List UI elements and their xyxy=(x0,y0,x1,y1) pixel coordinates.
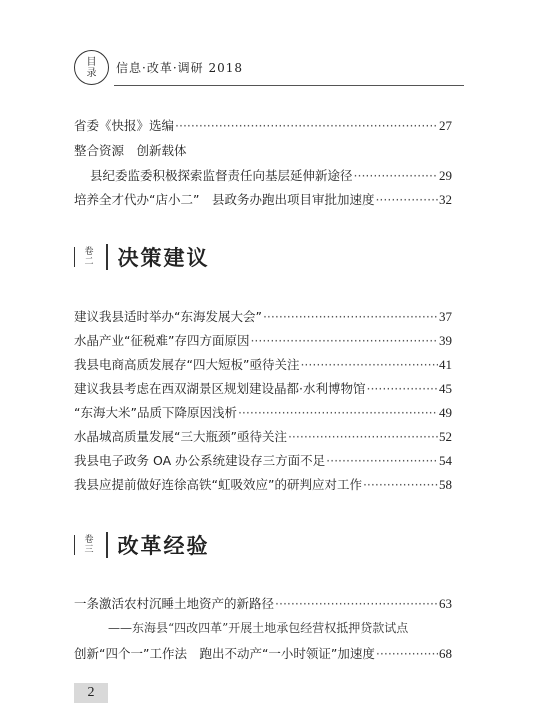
toc-entry-page: 27 xyxy=(439,118,452,133)
volume-char-bottom: 三 xyxy=(84,545,94,555)
toc-entry-title: 我县电子政务 OA 办公系统建设存三方面不足 xyxy=(74,453,326,468)
volume-label xyxy=(74,247,100,267)
toc-entry-subtitle: ——东海县“四改四革”开展土地承包经营权抵押贷款试点 xyxy=(108,621,409,635)
toc-entry[interactable] xyxy=(74,379,452,397)
toc-group-title: 整合资源 创新载体 xyxy=(74,143,187,158)
toc-entry[interactable] xyxy=(74,190,452,208)
leader-dots xyxy=(326,453,438,468)
leader-dots xyxy=(175,118,438,133)
toc-entry-page: 49 xyxy=(439,405,452,420)
volume-char-top: 卷 xyxy=(84,535,94,545)
toc-entry-page: 32 xyxy=(439,192,452,207)
leader-dots xyxy=(263,309,438,324)
toc-entry[interactable] xyxy=(74,403,452,421)
leader-dots xyxy=(375,192,438,207)
toc-entry-page: 29 xyxy=(439,168,452,183)
section-heading xyxy=(74,240,210,274)
toc-entry-page: 58 xyxy=(439,477,452,492)
toc-entry-page: 41 xyxy=(439,357,452,372)
toc-entry-page: 37 xyxy=(439,309,452,324)
leader-dots xyxy=(300,357,438,372)
volume-label xyxy=(74,535,100,555)
contents-badge xyxy=(74,50,109,85)
toc-entry-title: 省委《快报》选编 xyxy=(74,118,175,133)
badge-char-top: 目 xyxy=(86,56,97,68)
section-title: 决策建议 xyxy=(117,245,210,270)
toc-entry-title: 水晶产业“征税难”存四方面原因 xyxy=(74,333,250,348)
page-number: 2 xyxy=(74,683,108,703)
leader-dots xyxy=(376,646,438,661)
toc-entry-title: 培养全才代办“店小二” 县政务办跑出项目审批加速度 xyxy=(74,192,375,207)
section-divider xyxy=(106,244,108,270)
toc-entry-title: 水晶城高质量发展“三大瓶颈”亟待关注 xyxy=(74,429,287,444)
toc-entry-title: 县纪委监委积极探索监督责任向基层延伸新途径 xyxy=(90,168,353,183)
toc-entry[interactable] xyxy=(74,331,452,349)
toc-group-heading xyxy=(74,141,452,159)
toc-entry[interactable] xyxy=(74,594,452,612)
header-rule xyxy=(114,85,464,86)
toc-entry-page: 39 xyxy=(439,333,452,348)
toc-entry-title: 一条激活农村沉睡土地资产的新路径 xyxy=(74,596,275,611)
toc-entry[interactable] xyxy=(74,451,452,469)
leader-dots xyxy=(363,477,438,492)
toc-entry[interactable] xyxy=(74,116,452,134)
leader-dots xyxy=(250,333,438,348)
leader-dots xyxy=(354,168,438,183)
toc-entry[interactable] xyxy=(74,644,452,662)
leader-dots xyxy=(275,596,438,611)
volume-char-top: 卷 xyxy=(84,247,94,257)
section-divider xyxy=(106,532,108,558)
section-title: 改革经验 xyxy=(117,533,210,558)
toc-entry-page: 52 xyxy=(439,429,452,444)
toc-entry-title: 创新“四个一”工作法 跑出不动产“一小时领证”加速度 xyxy=(74,646,375,661)
leader-dots xyxy=(366,381,438,396)
toc-entry-page: 54 xyxy=(439,453,452,468)
page-header xyxy=(74,48,464,92)
badge-char-bottom: 录 xyxy=(86,67,97,79)
leader-dots xyxy=(238,405,438,420)
toc-entry[interactable] xyxy=(74,355,452,373)
publication-title: 信息·改革·调研 2018 xyxy=(116,61,243,75)
toc-entry-title: 建议我县考虑在西双湖景区规划建设晶都·水利博物馆 xyxy=(74,381,366,396)
toc-entry-page: 68 xyxy=(439,646,452,661)
toc-entry-title: 我县电商高质发展存“四大短板”亟待关注 xyxy=(74,357,300,372)
toc-entry[interactable] xyxy=(74,427,452,445)
leader-dots xyxy=(288,429,438,444)
toc-entry-title: 建议我县适时举办“东海发展大会” xyxy=(74,309,262,324)
toc-entry-page: 45 xyxy=(439,381,452,396)
toc-entry[interactable] xyxy=(74,307,452,325)
toc-entry[interactable] xyxy=(74,475,452,493)
toc-entry-title: 我县应提前做好连徐高铁“虹吸效应”的研判应对工作 xyxy=(74,477,362,492)
volume-char-bottom: 二 xyxy=(84,257,94,267)
section-heading xyxy=(74,528,210,562)
toc-entry[interactable] xyxy=(90,166,452,184)
toc-entry-title: “东海大米”品质下降原因浅析 xyxy=(74,405,237,420)
toc-entry-page: 63 xyxy=(439,596,452,611)
